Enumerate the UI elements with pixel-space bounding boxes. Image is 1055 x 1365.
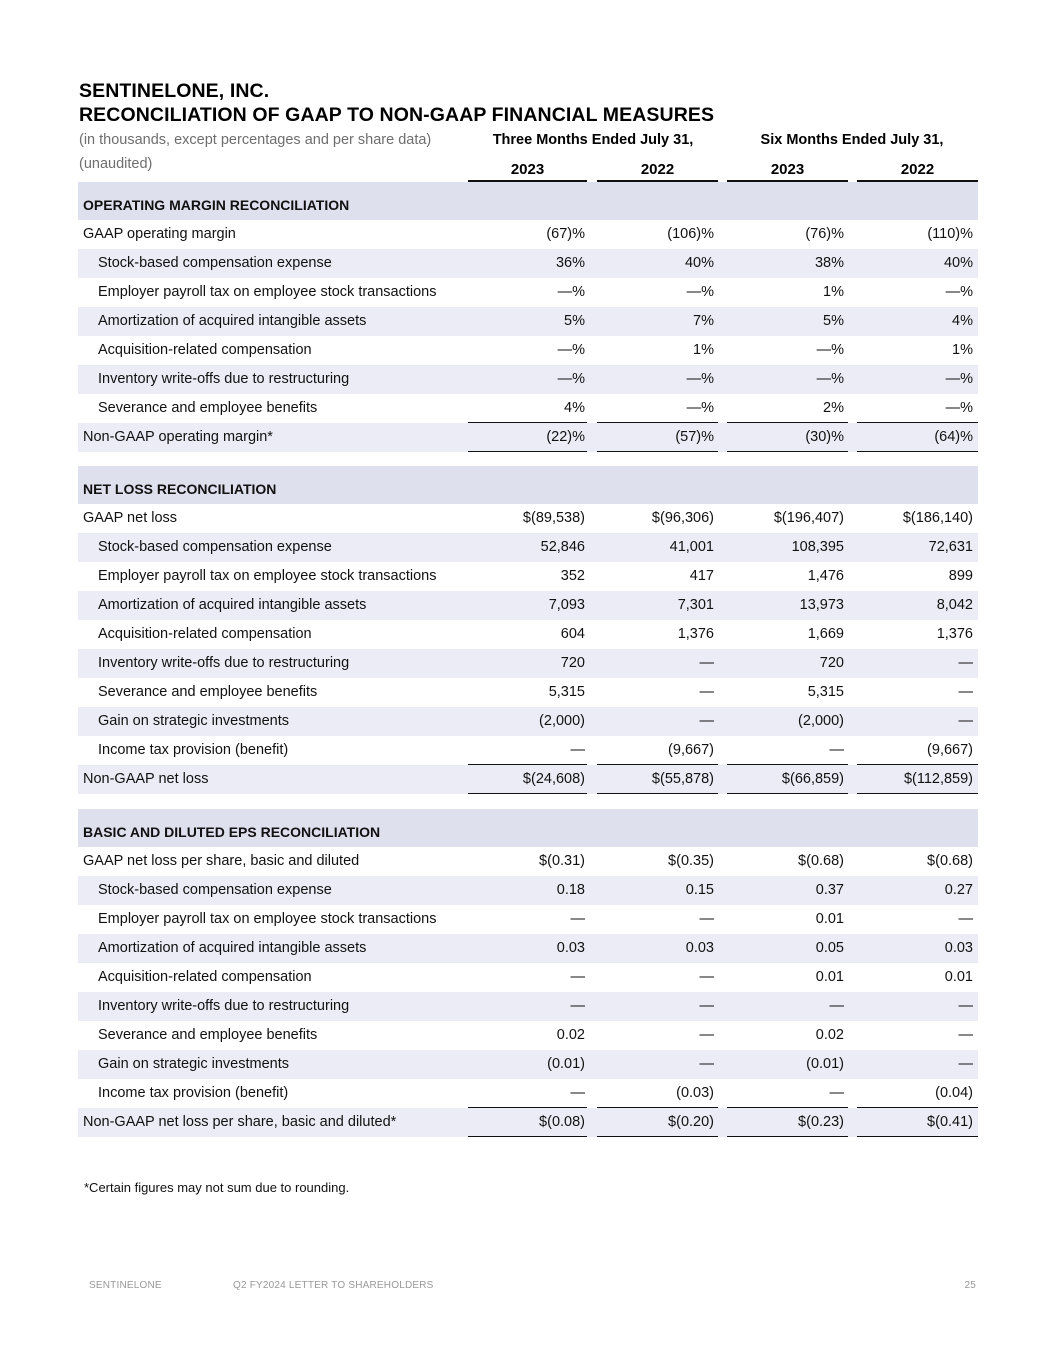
value-cell: 0.18 [556, 882, 585, 898]
row-label: Stock-based compensation expense [98, 255, 332, 271]
value-cell: 417 [689, 568, 714, 584]
value-cell: 0.01 [815, 969, 844, 985]
audit-note: (unaudited) [79, 156, 153, 172]
value-cell: —% [816, 342, 844, 358]
row-label: Severance and employee benefits [98, 400, 318, 416]
value-cell: — [699, 911, 714, 927]
value-cell: 5% [823, 313, 844, 329]
row-label: Amortization of acquired intangible assets [98, 313, 367, 329]
total-rule-top [857, 764, 978, 765]
value-cell: 0.02 [815, 1027, 844, 1043]
table-row [78, 562, 978, 591]
section-title: NET LOSS RECONCILIATION [83, 481, 277, 497]
table-row [78, 394, 978, 423]
value-cell: 4% [952, 313, 973, 329]
period-six-months: Six Months Ended July 31, [760, 132, 944, 148]
row-label: Employer payroll tax on employee stock transactions [98, 284, 437, 300]
value-cell: $(0.08) [539, 1114, 585, 1130]
rounding-footnote: *Certain figures may not sum due to rounding. [84, 1180, 350, 1195]
value-cell: — [699, 655, 714, 671]
value-cell: 4% [564, 400, 585, 416]
value-cell: $(0.68) [927, 853, 973, 869]
total-rule-top [468, 764, 587, 765]
value-cell: $(0.41) [927, 1114, 973, 1130]
row-label: Non-GAAP net loss per share, basic and diluted* [83, 1114, 397, 1130]
section-title: BASIC AND DILUTED EPS RECONCILIATION [83, 824, 381, 840]
table-row [78, 620, 978, 649]
value-cell: (76)% [805, 226, 844, 242]
total-rule-bottom [597, 793, 718, 794]
value-cell: — [570, 969, 585, 985]
value-cell: 0.01 [944, 969, 973, 985]
value-cell: (2,000) [798, 713, 844, 729]
row-label: GAAP net loss [83, 510, 178, 526]
value-cell: (2,000) [539, 713, 585, 729]
value-cell: —% [945, 400, 973, 416]
value-cell: $(96,306) [651, 510, 714, 526]
total-rule-top [727, 422, 848, 423]
section-header [78, 466, 978, 504]
table-row [78, 1050, 978, 1079]
value-cell: 352 [560, 568, 585, 584]
row-label: Acquisition-related compensation [98, 969, 312, 985]
row-label: Income tax provision (benefit) [98, 742, 289, 758]
value-cell: —% [816, 371, 844, 387]
value-cell: — [699, 969, 714, 985]
value-cell: 8,042 [936, 597, 973, 613]
value-cell: $(24,608) [522, 771, 585, 787]
total-rule-top [727, 764, 848, 765]
value-cell: (9,667) [668, 742, 714, 758]
value-cell: (22)% [546, 429, 585, 445]
value-cell: — [829, 742, 844, 758]
value-cell: — [699, 1027, 714, 1043]
table-row [78, 591, 978, 620]
value-cell: (67)% [546, 226, 585, 242]
value-cell: $(112,859) [903, 771, 973, 787]
value-cell: — [958, 998, 973, 1014]
footer-document: Q2 FY2024 LETTER TO SHAREHOLDERS [233, 1280, 434, 1291]
row-label: Income tax provision (benefit) [98, 1085, 289, 1101]
total-row [78, 423, 978, 452]
row-label: Inventory write-offs due to restructuring [98, 655, 350, 671]
value-cell: 0.03 [944, 940, 973, 956]
row-label: GAAP net loss per share, basic and diluted [83, 853, 360, 869]
total-rule-bottom [727, 451, 848, 452]
value-cell: 41,001 [669, 539, 714, 555]
total-rule-top [468, 422, 587, 423]
total-rule-bottom [597, 1136, 718, 1137]
value-cell: 720 [819, 655, 844, 671]
value-cell: 108,395 [791, 539, 844, 555]
value-cell: — [958, 684, 973, 700]
value-cell: 1% [823, 284, 844, 300]
value-cell: —% [686, 400, 714, 416]
value-cell: — [570, 998, 585, 1014]
table-row [78, 905, 978, 934]
total-rule-top [597, 422, 718, 423]
value-cell: — [829, 998, 844, 1014]
footer-brand: SENTINELONE [89, 1280, 162, 1291]
value-cell: 1% [693, 342, 714, 358]
year-header-six-2022: 2022 [857, 160, 978, 182]
table-row [78, 649, 978, 678]
value-cell: 899 [948, 568, 973, 584]
value-cell: $(186,140) [902, 510, 973, 526]
value-cell: — [570, 742, 585, 758]
row-label: Stock-based compensation expense [98, 539, 332, 555]
section-header [78, 182, 978, 220]
value-cell: (57)% [675, 429, 714, 445]
value-cell: 5,315 [807, 684, 844, 700]
total-rule-bottom [468, 793, 587, 794]
row-label: Inventory write-offs due to restructuring [98, 998, 350, 1014]
units-note: (in thousands, except percentages and per share data) [79, 132, 432, 148]
table-row [78, 736, 978, 765]
value-cell: (110)% [927, 226, 973, 242]
value-cell: $(0.35) [668, 853, 714, 869]
value-cell: — [699, 998, 714, 1014]
value-cell: 0.27 [944, 882, 973, 898]
value-cell: — [958, 1056, 973, 1072]
value-cell: — [699, 713, 714, 729]
value-cell: — [958, 911, 973, 927]
section-header [78, 809, 978, 847]
row-label: Amortization of acquired intangible assets [98, 597, 367, 613]
total-rule-bottom [727, 793, 848, 794]
total-rule-bottom [468, 451, 587, 452]
row-label: Amortization of acquired intangible assets [98, 940, 367, 956]
value-cell: (0.03) [676, 1085, 714, 1101]
value-cell: — [699, 1056, 714, 1072]
total-rule-bottom [727, 1136, 848, 1137]
value-cell: 7,301 [677, 597, 714, 613]
value-cell: 40% [943, 255, 973, 271]
value-cell: 0.03 [556, 940, 585, 956]
value-cell: $(196,407) [773, 510, 844, 526]
year-header-three-2023: 2023 [468, 160, 587, 182]
value-cell: 40% [684, 255, 714, 271]
row-label: Non-GAAP net loss [83, 771, 209, 787]
value-cell: 38% [814, 255, 844, 271]
value-cell: 36% [555, 255, 585, 271]
value-cell: $(55,878) [651, 771, 714, 787]
row-label: Stock-based compensation expense [98, 882, 332, 898]
value-cell: $(0.20) [668, 1114, 714, 1130]
total-rule-bottom [857, 1136, 978, 1137]
value-cell: — [570, 1085, 585, 1101]
value-cell: — [699, 684, 714, 700]
row-label: Employer payroll tax on employee stock transactions [98, 568, 437, 584]
table-row [78, 307, 978, 336]
table-row [78, 1021, 978, 1050]
table-row [78, 220, 978, 249]
value-cell: $(66,859) [781, 771, 844, 787]
year-header-six-2023: 2023 [727, 160, 848, 182]
value-cell: 5,315 [548, 684, 585, 700]
value-cell: —% [945, 371, 973, 387]
total-rule-top [597, 1107, 718, 1108]
total-rule-bottom [468, 1136, 587, 1137]
value-cell: 0.37 [815, 882, 844, 898]
value-cell: 1,376 [936, 626, 973, 642]
value-cell: —% [557, 284, 585, 300]
value-cell: —% [945, 284, 973, 300]
table-row [78, 847, 978, 876]
value-cell: (0.01) [806, 1056, 844, 1072]
table-row [78, 336, 978, 365]
table-row [78, 504, 978, 533]
total-rule-top [727, 1107, 848, 1108]
value-cell: 72,631 [928, 539, 973, 555]
total-rule-top [857, 422, 978, 423]
value-cell: 1% [952, 342, 973, 358]
table-row [78, 707, 978, 736]
row-label: GAAP operating margin [83, 226, 236, 242]
total-rule-top [857, 1107, 978, 1108]
value-cell: $(0.31) [539, 853, 585, 869]
total-rule-bottom [857, 451, 978, 452]
row-label: Non-GAAP operating margin* [83, 429, 273, 445]
value-cell: 1,476 [807, 568, 844, 584]
table-row [78, 963, 978, 992]
total-rule-bottom [857, 793, 978, 794]
value-cell: 13,973 [799, 597, 844, 613]
table-row [78, 1079, 978, 1108]
value-cell: 0.15 [685, 882, 714, 898]
value-cell: $(89,538) [522, 510, 585, 526]
table-row [78, 278, 978, 307]
row-label: Acquisition-related compensation [98, 626, 312, 642]
page-title: RECONCILIATION OF GAAP TO NON-GAAP FINANCIAL MEASURES [79, 104, 715, 126]
value-cell: 1,376 [677, 626, 714, 642]
value-cell: (0.01) [547, 1056, 585, 1072]
year-header-three-2022: 2022 [597, 160, 718, 182]
period-three-months: Three Months Ended July 31, [492, 132, 694, 148]
value-cell: 2% [823, 400, 844, 416]
value-cell: — [958, 655, 973, 671]
row-label: Severance and employee benefits [98, 1027, 318, 1043]
value-cell: —% [686, 284, 714, 300]
value-cell: (0.04) [935, 1085, 973, 1101]
value-cell: (106)% [667, 226, 714, 242]
value-cell: — [570, 911, 585, 927]
row-label: Gain on strategic investments [98, 713, 290, 729]
value-cell: $(0.68) [798, 853, 844, 869]
section-title: OPERATING MARGIN RECONCILIATION [83, 197, 350, 213]
total-rule-bottom [597, 451, 718, 452]
value-cell: 0.03 [685, 940, 714, 956]
value-cell: 7,093 [548, 597, 585, 613]
table-row [78, 365, 978, 394]
value-cell: — [958, 713, 973, 729]
table-row [78, 934, 978, 963]
row-label: Gain on strategic investments [98, 1056, 290, 1072]
row-label: Employer payroll tax on employee stock transactions [98, 911, 437, 927]
value-cell: 0.01 [815, 911, 844, 927]
value-cell: $(0.23) [798, 1114, 844, 1130]
total-row [78, 1108, 978, 1137]
value-cell: 5% [564, 313, 585, 329]
value-cell: —% [686, 371, 714, 387]
row-label: Acquisition-related compensation [98, 342, 312, 358]
value-cell: (64)% [934, 429, 973, 445]
value-cell: —% [557, 342, 585, 358]
value-cell: 0.02 [556, 1027, 585, 1043]
value-cell: 0.05 [815, 940, 844, 956]
value-cell: —% [557, 371, 585, 387]
value-cell: — [958, 1027, 973, 1043]
table-row [78, 876, 978, 905]
page-number: 25 [964, 1280, 976, 1291]
table-row [78, 992, 978, 1021]
table-row [78, 249, 978, 278]
value-cell: 1,669 [807, 626, 844, 642]
total-rule-top [468, 1107, 587, 1108]
value-cell: 7% [693, 313, 714, 329]
table-row [78, 678, 978, 707]
value-cell: 604 [560, 626, 585, 642]
row-label: Severance and employee benefits [98, 684, 318, 700]
company-name: SENTINELONE, INC. [79, 80, 270, 102]
total-row [78, 765, 978, 794]
total-rule-top [597, 764, 718, 765]
row-label: Inventory write-offs due to restructuring [98, 371, 350, 387]
value-cell: (9,667) [927, 742, 973, 758]
table-row [78, 533, 978, 562]
value-cell: — [829, 1085, 844, 1101]
value-cell: 52,846 [540, 539, 585, 555]
value-cell: 720 [560, 655, 585, 671]
value-cell: (30)% [805, 429, 844, 445]
